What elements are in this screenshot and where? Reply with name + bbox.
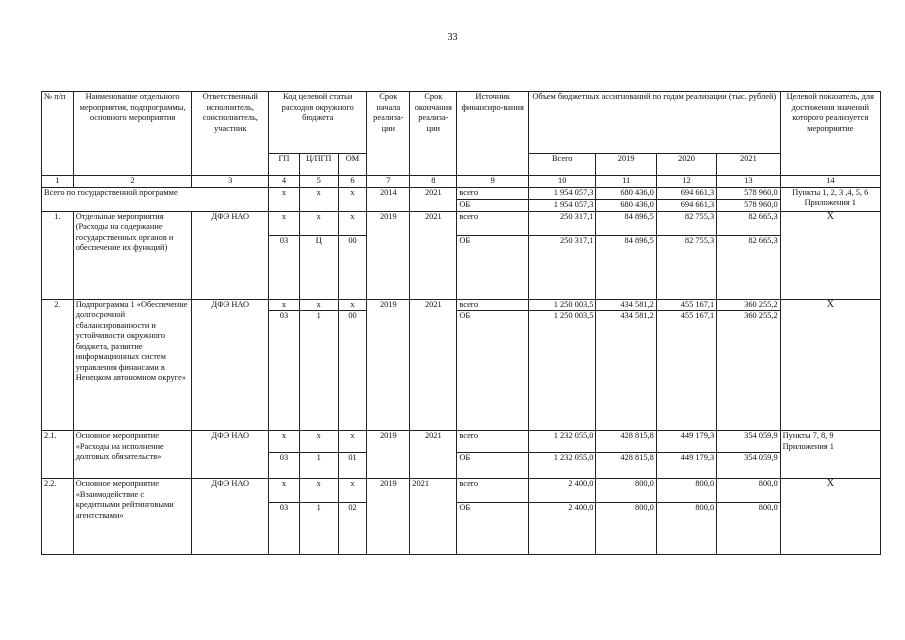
col-number: 9 [457, 176, 529, 188]
col-number: 12 [656, 176, 716, 188]
total-value: 680 436,0 [596, 199, 656, 211]
row-code-om: х [338, 299, 367, 311]
row-num: 1. [42, 211, 74, 299]
row-source: ОБ [457, 311, 529, 431]
row-value: 2 400,0 [528, 503, 596, 555]
row-code-gp: х [269, 211, 300, 235]
row-value: 82 755,3 [656, 235, 716, 299]
col-number: 13 [717, 176, 780, 188]
col-number: 8 [410, 176, 457, 188]
header-2021: 2021 [717, 154, 780, 176]
header-total: Всего [528, 154, 596, 176]
row-value: 449 179,3 [656, 453, 716, 479]
row-end: 2021 [410, 431, 457, 479]
row-code-om: 00 [338, 235, 367, 299]
row-name: Подпрограмма 1 «Обеспечение долгосрочной сбалансированности и устойчивости окружного бюджета, развитие информационных систем управления финансами в Ненецком автономном округе» [73, 299, 192, 431]
row-source: всего [457, 479, 529, 503]
header-end: Срок окончания реализа-ции [410, 92, 457, 176]
row-code-om: 01 [338, 453, 367, 479]
row-target: Х [780, 479, 880, 555]
row-end: 2021 [410, 479, 457, 555]
col-number: 14 [780, 176, 880, 188]
col-number: 10 [528, 176, 596, 188]
row-start: 2019 [367, 299, 410, 431]
row-num: 2.2. [42, 479, 74, 555]
total-label: Всего по государственной программе [42, 187, 269, 211]
header-source: Источник финансиро-вания [457, 92, 529, 176]
total-source: всего [457, 187, 529, 199]
row-value: 354 059,9 [717, 453, 780, 479]
row-value: 2 400,0 [528, 479, 596, 503]
row-responsible: ДФЭ НАО [192, 479, 269, 555]
header-target: Целевой показатель, для достижения значений которого реализуется мероприятие [780, 92, 880, 176]
total-value: 680 436,0 [596, 187, 656, 199]
col-number: 2 [73, 176, 192, 188]
header-num: № п/п [42, 92, 74, 176]
row-value: 84 896,5 [596, 235, 656, 299]
row-source: всего [457, 431, 529, 453]
col-number: 3 [192, 176, 269, 188]
row-value: 82 665,3 [717, 211, 780, 235]
row-value: 1 232 055,0 [528, 453, 596, 479]
header-start: Срок начала реализа-ции [367, 92, 410, 176]
row-code-gp: 03 [269, 311, 300, 431]
row-code-cpgp: х [299, 211, 338, 235]
row-code-gp: х [269, 431, 300, 453]
row-value: 800,0 [717, 479, 780, 503]
total-value: 578 960,0 [717, 187, 780, 199]
row-value: 800,0 [656, 479, 716, 503]
row-responsible: ДФЭ НАО [192, 299, 269, 431]
header-gp: ГП [269, 154, 300, 176]
total-value: 1 954 057,3 [528, 187, 596, 199]
row-value: 1 250 003,5 [528, 299, 596, 311]
header-2019: 2019 [596, 154, 656, 176]
row-num: 2.1. [42, 431, 74, 479]
row-value: 455 167,1 [656, 299, 716, 311]
row-value: 1 232 055,0 [528, 431, 596, 453]
row-value: 354 059,9 [717, 431, 780, 453]
row-code-cpgp: х [299, 431, 338, 453]
total-value: 578 960,0 [717, 199, 780, 211]
row-source: ОБ [457, 235, 529, 299]
row-value: 800,0 [717, 503, 780, 555]
row-source: всего [457, 211, 529, 235]
total-value: 1 954 057,3 [528, 199, 596, 211]
total-target-line2: Приложения 1 [804, 198, 856, 207]
col-number: 1 [42, 176, 74, 188]
row-source: всего [457, 299, 529, 311]
row-target: Х [780, 299, 880, 431]
total-cpgp: х [299, 187, 338, 211]
header-responsible: Ответственный исполнитель, соисполнитель, участник [192, 92, 269, 176]
row-code-om: х [338, 211, 367, 235]
row-source: ОБ [457, 453, 529, 479]
col-number: 4 [269, 176, 300, 188]
row-code-cpgp: х [299, 479, 338, 503]
header-2020: 2020 [656, 154, 716, 176]
row-code-cpgp: 1 [299, 311, 338, 431]
row-name: Отдельные мероприятия (Расходы на содержание государственных органов и обеспечение их функций) [73, 211, 192, 299]
row-responsible: ДФЭ НАО [192, 211, 269, 299]
row-value: 82 665,3 [717, 235, 780, 299]
total-start: 2014 [367, 187, 410, 211]
row-code-om: 00 [338, 311, 367, 431]
row-value: 455 167,1 [656, 311, 716, 431]
row-value: 428 815,8 [596, 431, 656, 453]
header-code: Код целевой статьи расходов окружного бюджета [269, 92, 367, 154]
col-number: 6 [338, 176, 367, 188]
row-value: 428 815,8 [596, 453, 656, 479]
row-end: 2021 [410, 299, 457, 431]
header-cpgp: Ц/ПГП [299, 154, 338, 176]
row-code-gp: 03 [269, 453, 300, 479]
row-value: 84 896,5 [596, 211, 656, 235]
header-om: ОМ [338, 154, 367, 176]
total-source: ОБ [457, 199, 529, 211]
row-end: 2021 [410, 211, 457, 299]
row-code-gp: х [269, 299, 300, 311]
row-name: Основное мероприятие «Расходы на исполнение долговых обязательств» [73, 431, 192, 479]
row-code-om: х [338, 431, 367, 453]
row-value: 360 255,2 [717, 311, 780, 431]
total-gp: х [269, 187, 300, 211]
total-value: 694 661,3 [656, 187, 716, 199]
row-code-om: х [338, 479, 367, 503]
row-code-om: 02 [338, 503, 367, 555]
row-code-gp: 03 [269, 235, 300, 299]
row-start: 2019 [367, 431, 410, 479]
col-number: 11 [596, 176, 656, 188]
row-num: 2. [42, 299, 74, 431]
row-value: 800,0 [596, 479, 656, 503]
row-code-cpgp: 1 [299, 503, 338, 555]
page-number: 33 [447, 32, 458, 43]
row-value: 449 179,3 [656, 431, 716, 453]
total-end: 2021 [410, 187, 457, 211]
row-start: 2019 [367, 479, 410, 555]
row-value: 434 581,2 [596, 299, 656, 311]
row-target: Пункты 7, 8, 9 Приложения 1 [780, 431, 880, 479]
row-target: Х [780, 211, 880, 299]
col-number: 7 [367, 176, 410, 188]
total-om: х [338, 187, 367, 211]
total-target-line1: Пункты 1, 2, 3 ,4, 5, 6 [792, 187, 869, 197]
row-source: ОБ [457, 503, 529, 555]
row-code-cpgp: 1 [299, 453, 338, 479]
row-name: Основное мероприятие «Взаимодействие с кредитными рейтинговыми агентствами» [73, 479, 192, 555]
row-value: 800,0 [596, 503, 656, 555]
row-value: 434 581,2 [596, 311, 656, 431]
total-value: 694 661,3 [656, 199, 716, 211]
row-code-gp: х [269, 479, 300, 503]
header-name: Наименование отдельного мероприятия, подпрограммы, основного мероприятия [73, 92, 192, 176]
row-responsible: ДФЭ НАО [192, 431, 269, 479]
row-value: 250 317,1 [528, 211, 596, 235]
col-number: 5 [299, 176, 338, 188]
budget-table [41, 91, 881, 555]
row-value: 250 317,1 [528, 235, 596, 299]
row-value: 82 755,3 [656, 211, 716, 235]
header-volume: Объем бюджетных ассигнований по годам реализации (тыс. рублей) [528, 92, 780, 154]
row-value: 360 255,2 [717, 299, 780, 311]
row-value: 1 250 003,5 [528, 311, 596, 431]
row-code-cpgp: Ц [299, 235, 338, 299]
row-code-gp: 03 [269, 503, 300, 555]
row-start: 2019 [367, 211, 410, 299]
row-value: 800,0 [656, 503, 716, 555]
row-code-cpgp: х [299, 299, 338, 311]
total-target [780, 187, 880, 211]
